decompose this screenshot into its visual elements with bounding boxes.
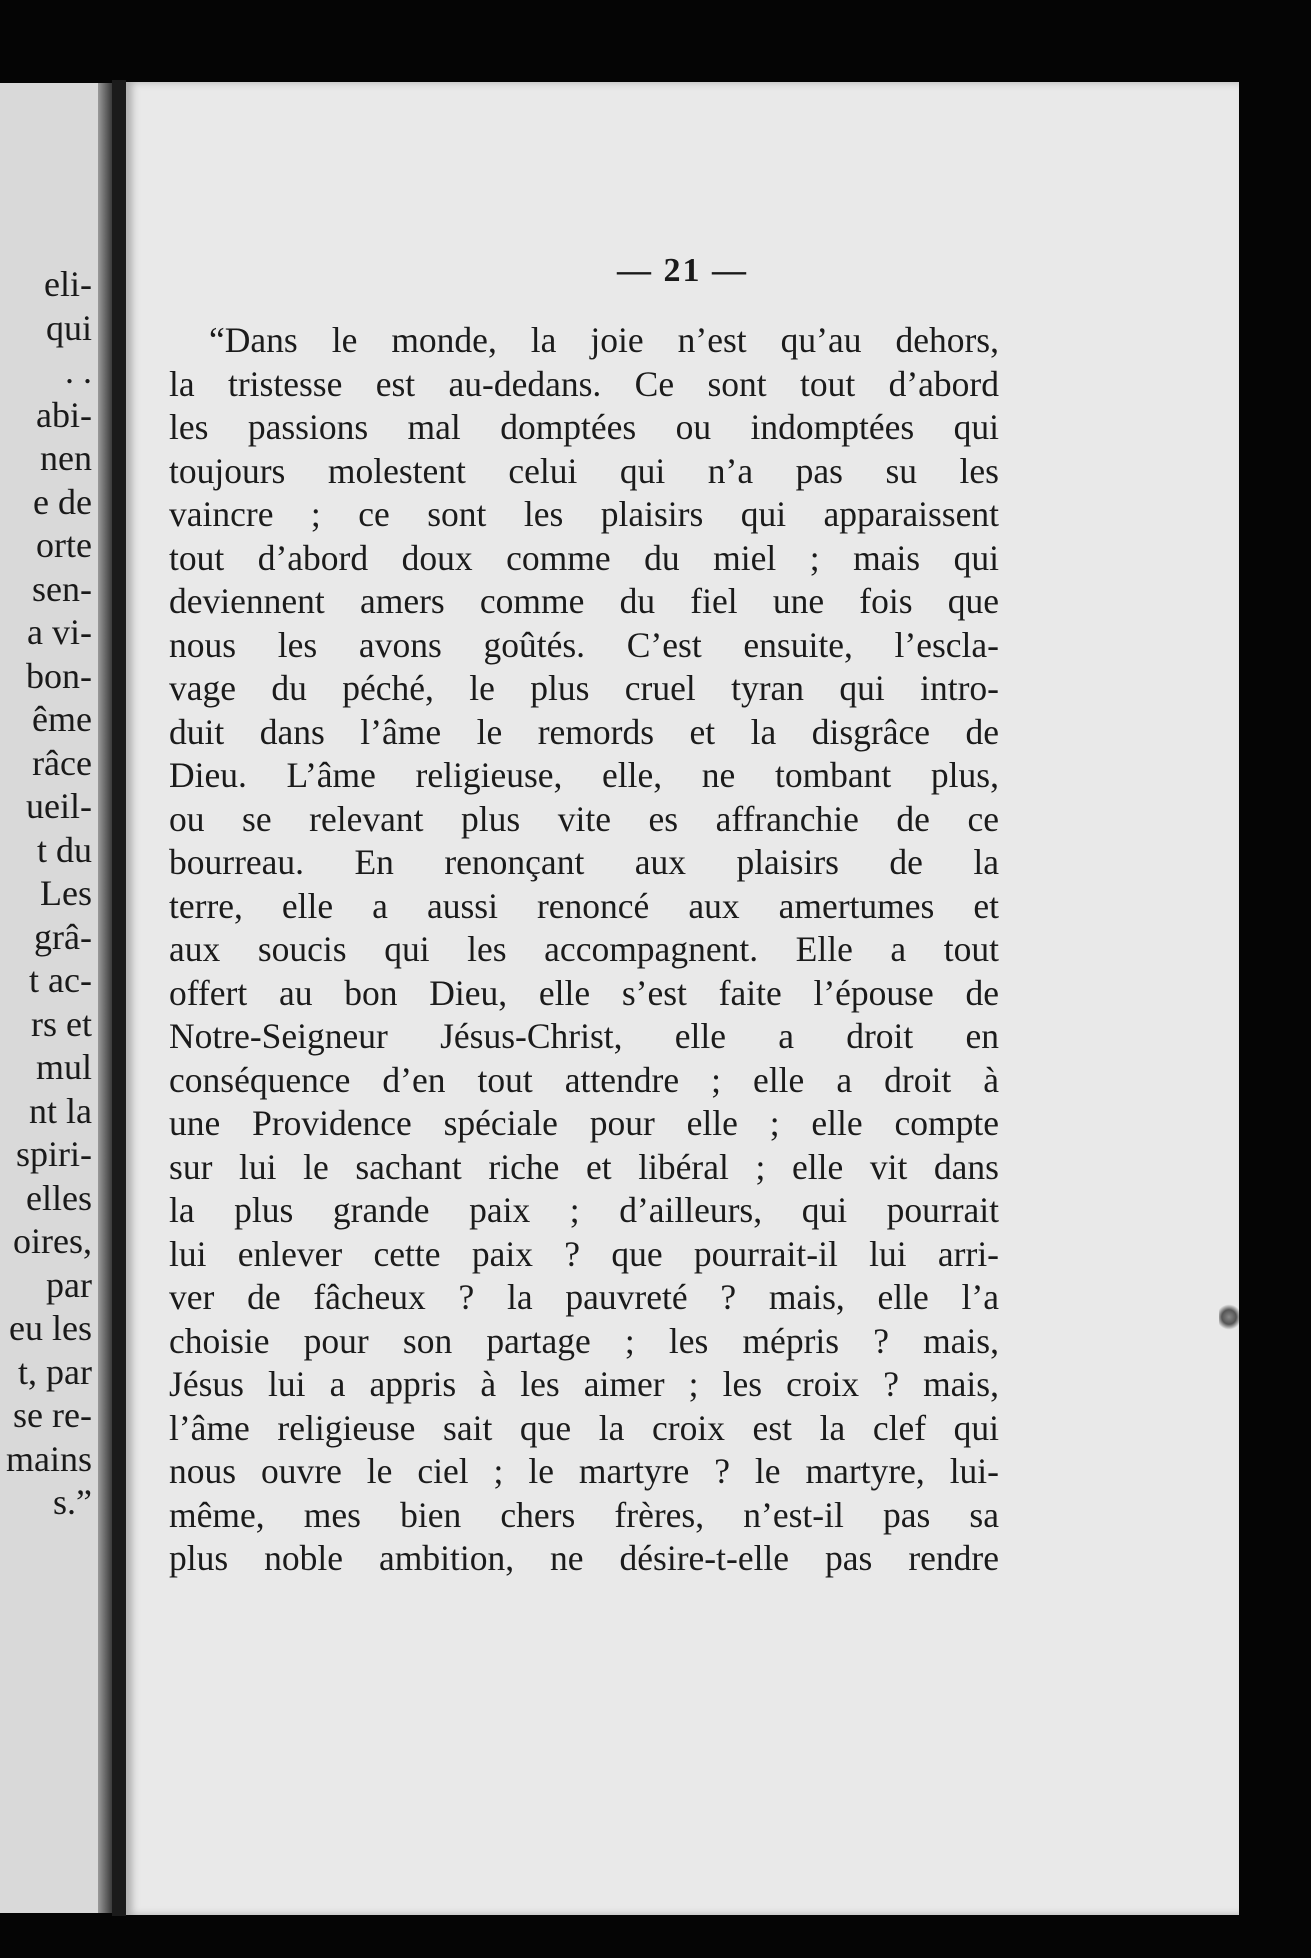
text-line: lui enlever cette paix ? que pourrait-il lui arri-: [169, 1233, 999, 1274]
text-line: Notre-Seigneur Jésus-Christ, elle a droit en: [169, 1016, 999, 1056]
text-line: plus noble ambition, ne désire-t-elle pas rendre: [169, 1538, 999, 1578]
text-line: une Providence spéciale pour elle ; elle compte: [169, 1103, 999, 1143]
text-line: vage du péché, le plus cruel tyran qui intro-: [169, 668, 999, 708]
text-line: Dieu. L’âme religieuse, elle, ne tombant plus,: [169, 755, 999, 795]
left-page-fragment: e de: [33, 481, 92, 522]
left-page-fragment: spiri-: [16, 1134, 92, 1174]
text-line: ou se relevant plus vite es affranchie de ce: [169, 798, 999, 839]
text-line: les passions mal domptées ou indomptées qui: [169, 407, 999, 447]
text-line: “Dans le monde, la joie n’est qu’au dehors,: [209, 320, 999, 360]
left-page-fragment: nen: [40, 438, 92, 478]
left-page-fragment: . .: [65, 351, 92, 391]
left-page-fragment: orte: [36, 525, 92, 565]
text-line: offert au bon Dieu, elle s’est faite l’épouse de: [169, 972, 999, 1013]
text-line: l’âme religieuse sait que la croix est la clef qui: [169, 1407, 999, 1448]
left-page-fragment: mul: [35, 1047, 92, 1087]
left-page-fragment: t, par: [18, 1351, 92, 1392]
left-page-fragment: Les: [40, 873, 92, 913]
scan-speck: [1219, 1302, 1239, 1332]
left-page-fragment: eli-: [44, 264, 92, 304]
left-page-fragment: ême: [32, 699, 92, 739]
left-page-fragment: mains: [6, 1438, 92, 1479]
left-page-fragment: abi-: [36, 394, 92, 435]
left-page-fragment: ueil-: [26, 786, 92, 826]
left-page-fragment: oires,: [13, 1221, 92, 1261]
text-line: nous les avons goûtés. C’est ensuite, l’escla-: [169, 624, 999, 665]
left-page-fragment: grâ-: [34, 916, 92, 957]
left-page-fragment: se re-: [13, 1395, 92, 1435]
left-page-fragment: eu les: [9, 1308, 92, 1348]
left-page-fragment: a vi-: [27, 612, 92, 652]
right-page: [126, 82, 1239, 1915]
text-line: toujours molestent celui qui n’a pas su les: [169, 450, 999, 491]
text-line: la tristesse est au-dedans. Ce sont tout d’abord: [169, 363, 999, 404]
text-line: bourreau. En renonçant aux plaisirs de la: [169, 842, 999, 882]
left-page-fragment: t ac-: [29, 960, 92, 1000]
left-page-fragment: elles: [26, 1177, 92, 1218]
text-line: duit dans l’âme le remords et la disgrâce de: [169, 711, 999, 752]
text-line: deviennent amers comme du fiel une fois que: [169, 581, 999, 621]
text-line: vaincre ; ce sont les plaisirs qui apparaissent: [169, 494, 999, 534]
text-line: terre, elle a aussi renoncé aux amertumes et: [169, 885, 999, 926]
left-page-fragment: râce: [32, 742, 92, 783]
body-text: [169, 319, 999, 1581]
left-page-fragment: rs et: [31, 1003, 92, 1044]
left-page-edge: [0, 83, 112, 1913]
left-page-fragment: bon-: [26, 655, 92, 696]
text-line: aux soucis qui les accompagnent. Elle a tout: [169, 929, 999, 969]
left-page-fragment: nt la: [29, 1090, 92, 1131]
text-line: sur lui le sachant riche et libéral ; elle vit dans: [169, 1146, 999, 1187]
text-line: ver de fâcheux ? la pauvreté ? mais, elle l’a: [169, 1277, 999, 1317]
text-line: tout d’abord doux comme du miel ; mais qui: [169, 537, 999, 578]
left-page-fragment: sen-: [32, 568, 92, 609]
text-line: la plus grande paix ; d’ailleurs, qui pourrait: [169, 1190, 999, 1230]
text-line: choisie pour son partage ; les mépris ? mais,: [169, 1320, 999, 1361]
page-number: — 21 —: [617, 252, 748, 289]
left-page-fragment: s.”: [53, 1482, 92, 1522]
text-line: Jésus lui a appris à les aimer ; les croix ? mais,: [169, 1364, 999, 1404]
text-line: conséquence d’en tout attendre ; elle a droit à: [169, 1059, 999, 1100]
left-page-fragment: t du: [36, 829, 92, 870]
left-page-gutter-shadow: [98, 83, 112, 1913]
book-spine: [112, 80, 126, 1916]
left-page-fragment: par: [46, 1264, 92, 1305]
text-line: nous ouvre le ciel ; le martyre ? le martyre, lui-: [169, 1451, 999, 1491]
left-page-fragment: qui: [45, 307, 92, 348]
text-line: même, mes bien chers frères, n’est-il pas sa: [169, 1494, 999, 1535]
